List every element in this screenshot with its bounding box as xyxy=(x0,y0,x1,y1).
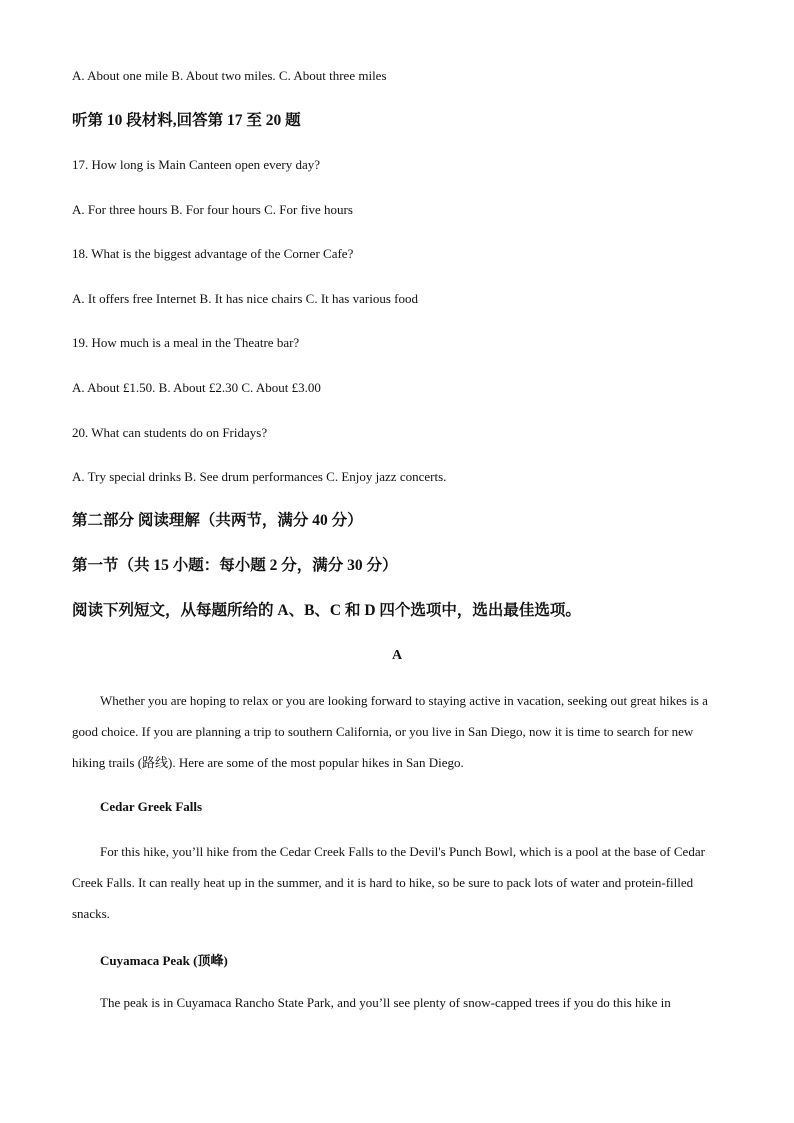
question-20: 20. What can students do on Fridays? xyxy=(72,425,268,440)
intro-paragraph: Whether you are hoping to relax or you are looking forward to staying active in vacation, seeking out great hikes is a good choice. If you are planning a trip to southern California, or you live in San Diego, now it is time to search for new hiking trails (路线). Here are some of the most popular hikes in San Diego. xyxy=(72,693,708,770)
question-17: 17. How long is Main Canteen open every day? xyxy=(72,157,321,172)
part2-header: 第二部分 阅读理解（共两节，满分 40 分） xyxy=(72,512,363,529)
question-19-options: A. About £1.50. B. About £2.30 C. About £3.00 xyxy=(72,380,321,395)
question-18: 18. What is the biggest advantage of the Corner Cafe? xyxy=(72,246,354,261)
instruction: 阅读下列短文，从每题所给的 A、B、C 和 D 四个选项中，选出最佳选项。 xyxy=(72,602,581,619)
question-17-options: A. For three hours B. For four hours C. For five hours xyxy=(72,202,353,217)
question-20-options: A. Try special drinks B. See drum performances C. Enjoy jazz concerts. xyxy=(72,469,447,484)
question-18-options: A. It offers free Internet B. It has nice chairs C. It has various food xyxy=(72,291,418,306)
hike1-text: For this hike, you’ll hike from the Cedar Creek Falls to the Devil's Punch Bowl, which is a pool at the base of Cedar Creek Falls. It can really heat up in the summer, and it is hard to hike, so be sure to pack lots of water and protein-filled snacks. xyxy=(72,844,705,921)
question-19: 19. How much is a meal in the Theatre bar? xyxy=(72,335,300,350)
q16-options: A. About one mile B. About two miles. C. About three miles xyxy=(72,68,387,83)
passage-label: A xyxy=(391,648,403,663)
hike1-title: Cedar Greek Falls xyxy=(100,799,203,814)
section10-header: 听第 10 段材料,回答第 17 至 20 题 xyxy=(72,112,301,129)
hike2-title: Cuyamaca Peak (顶峰) xyxy=(100,953,228,968)
hike2-text: The peak is in Cuyamaca Rancho State Park, and you’ll see plenty of snow-capped trees if you do this hike in xyxy=(100,995,671,1010)
section1-header: 第一节（共 15 小题：每小题 2 分，满分 30 分） xyxy=(72,557,398,574)
